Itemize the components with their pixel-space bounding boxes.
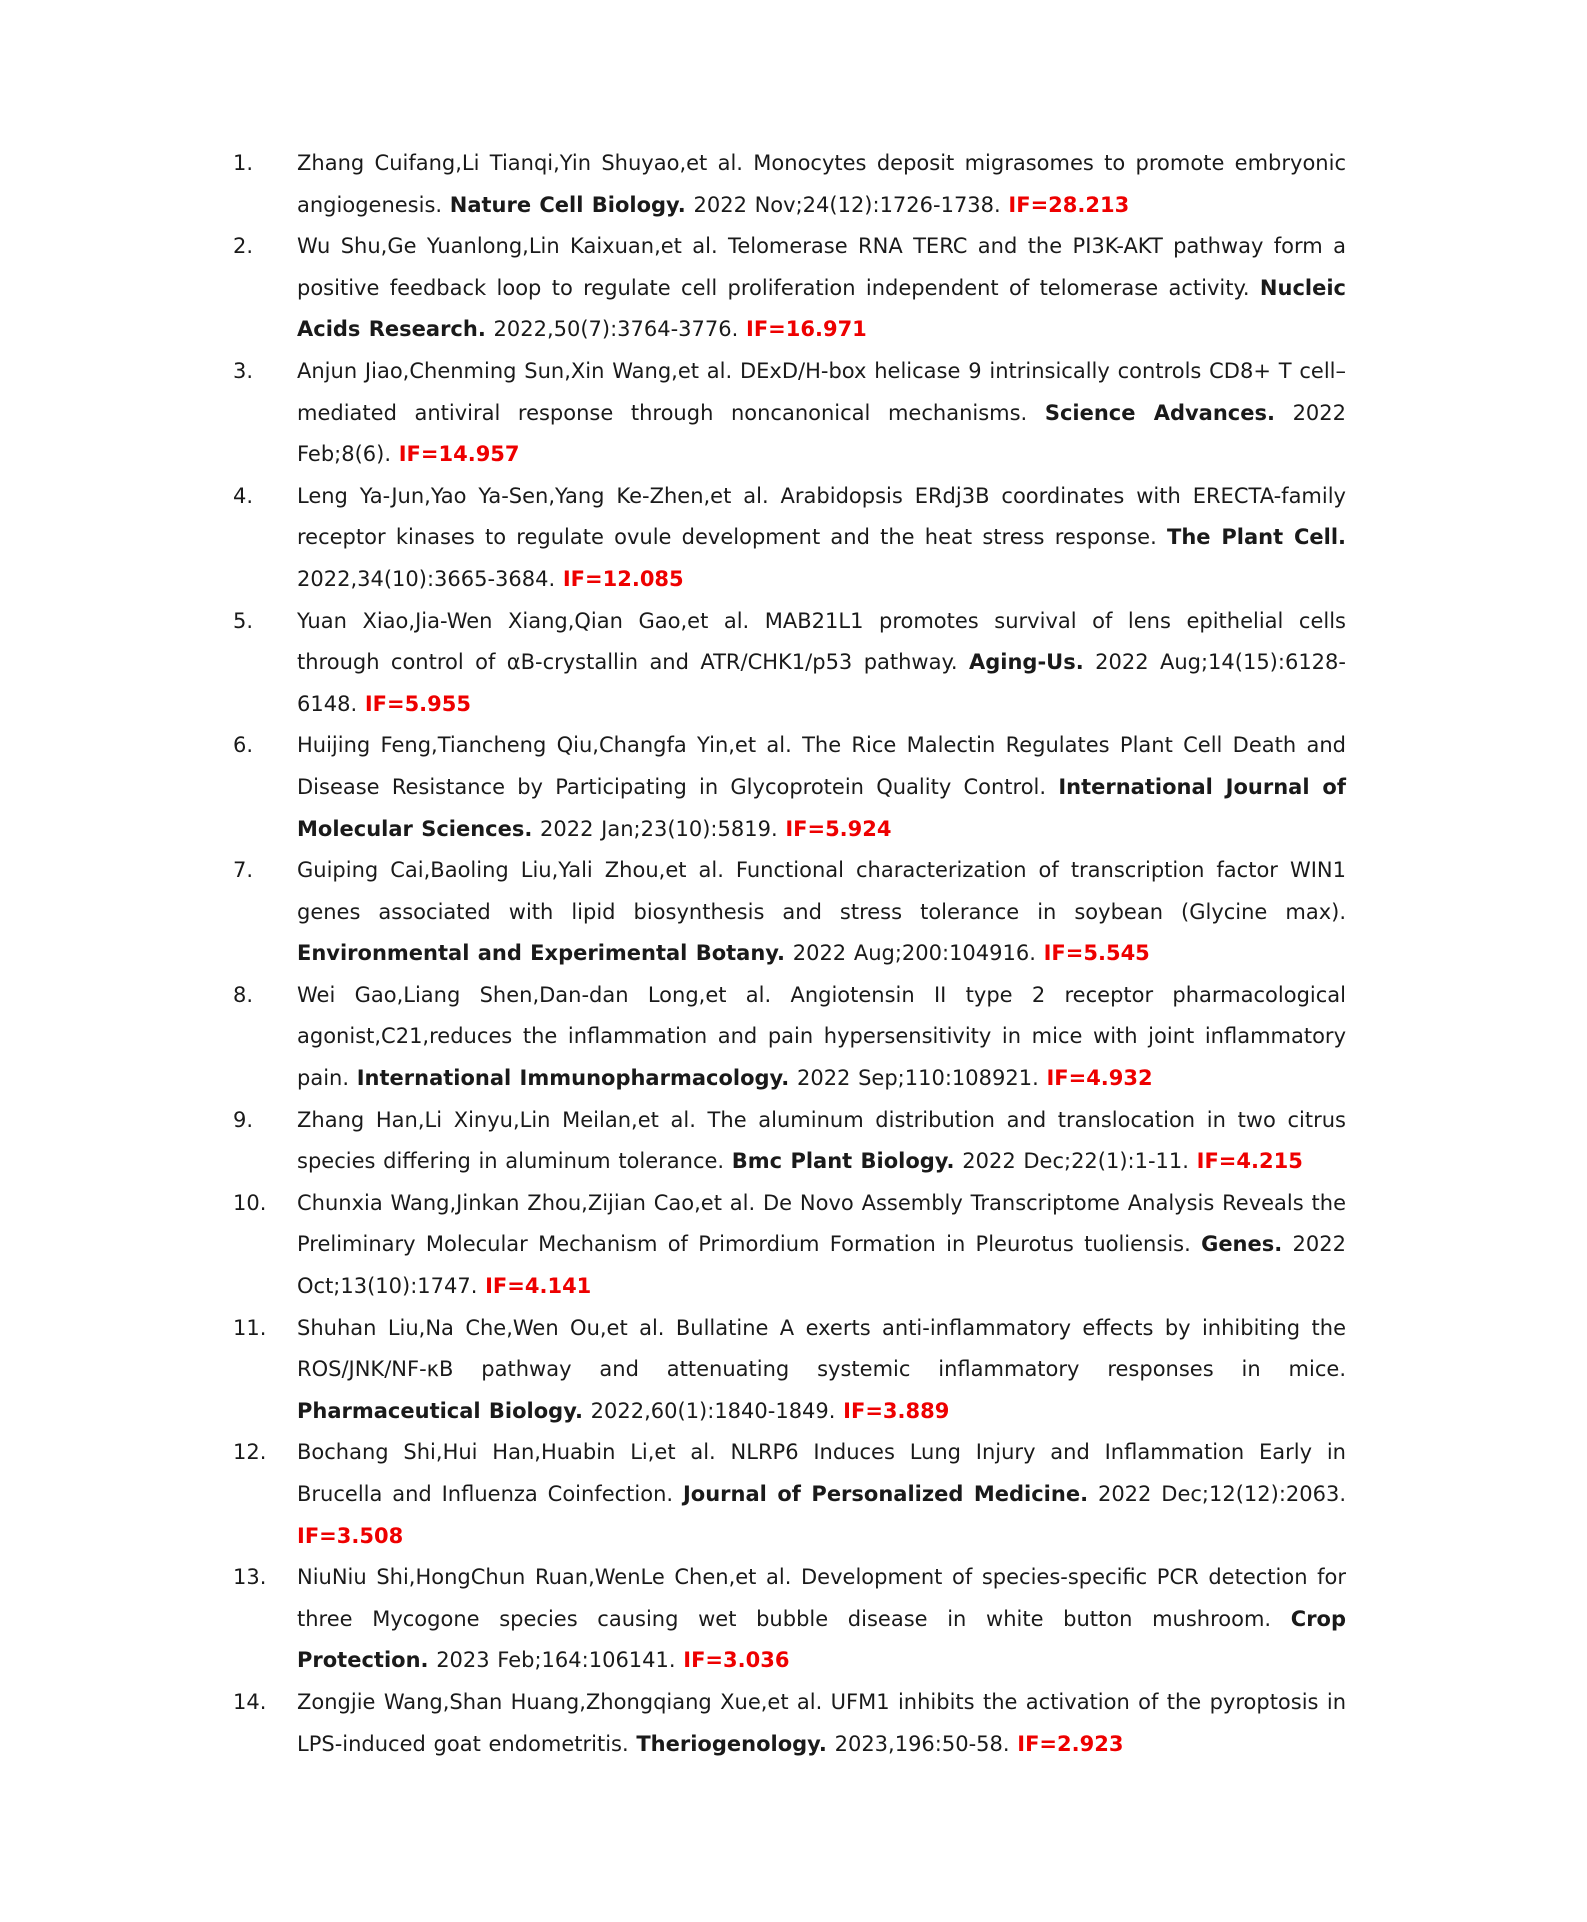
impact-factor: IF=14.957 <box>398 442 520 467</box>
reference-text <box>297 1183 1346 1308</box>
reference-number: 14. <box>233 1689 267 1714</box>
reference-text <box>297 1682 1346 1765</box>
reference-number: 8. <box>233 982 254 1007</box>
reference-citation: 2022 Sep;110:108921. <box>796 1066 1039 1091</box>
reference-item <box>233 850 1346 975</box>
journal-name: Journal of Personalized Medicine. <box>682 1482 1089 1506</box>
reference-citation: 2022 Aug;14(15):6128-6148. <box>297 650 1346 716</box>
reference-citation: 2022 Nov;24(12):1726-1738. <box>693 192 1001 217</box>
impact-factor: IF=4.141 <box>485 1274 592 1299</box>
reference-number: 7. <box>233 858 254 883</box>
reference-item <box>233 1100 1346 1183</box>
reference-item <box>233 143 1346 226</box>
reference-number: 2. <box>233 234 254 259</box>
reference-text <box>297 725 1346 850</box>
reference-number: 10. <box>233 1190 267 1215</box>
journal-name: Nucleic Acids Research. <box>297 275 1346 342</box>
reference-item <box>233 975 1346 1100</box>
impact-factor: IF=4.932 <box>1046 1066 1153 1091</box>
impact-factor: IF=5.955 <box>364 691 471 716</box>
reference-citation: 2022 Dec;12(12):2063. <box>1097 1482 1347 1506</box>
impact-factor: IF=5.924 <box>785 816 892 841</box>
reference-number: 9. <box>233 1107 254 1132</box>
reference-text <box>297 476 1346 601</box>
reference-authors-title: Zhang Han,Li Xinyu,Lin Meilan,et al. The aluminum distribution and translocation in two citrus species differing in aluminum tolerance. <box>297 1107 1346 1174</box>
reference-text <box>297 226 1346 351</box>
journal-name: Aging-Us. <box>969 650 1084 675</box>
impact-factor: IF=5.545 <box>1043 941 1150 966</box>
reference-item <box>233 226 1346 351</box>
reference-item <box>233 1183 1346 1308</box>
reference-citation: 2022 Feb;8(6). <box>297 400 1347 467</box>
reference-text <box>297 1308 1346 1433</box>
reference-authors-title: Guiping Cai,Baoling Liu,Yali Zhou,et al. Functional characterization of transcription factor WIN1 genes associated with lipid biosynthesis and stress tolerance in soybean (Glycine max). <box>297 858 1346 924</box>
reference-number: 5. <box>233 608 254 633</box>
journal-name: International Immunopharmacology. <box>356 1066 790 1091</box>
reference-item <box>233 1432 1346 1557</box>
reference-item <box>233 351 1346 476</box>
reference-authors-title: Chunxia Wang,Jinkan Zhou,Zijian Cao,et al. De Novo Assembly Transcriptome Analysis Reveals the Preliminary Molecular Mechanism of Primordium Formation in Pleurotus tuoliensis. <box>297 1190 1346 1257</box>
journal-name: Nature Cell Biology. <box>449 192 686 217</box>
journal-name: The Plant Cell. <box>1167 525 1346 550</box>
reference-text <box>297 351 1346 476</box>
reference-citation: 2022,34(10):3665-3684. <box>297 566 556 591</box>
journal-name: Genes. <box>1201 1232 1283 1257</box>
reference-item <box>233 476 1346 601</box>
reference-list <box>233 143 1346 1765</box>
reference-authors-title: Zhang Cuifang,Li Tianqi,Yin Shuyao,et al. Monocytes deposit migrasomes to promote embryonic angiogenesis. <box>297 151 1346 217</box>
reference-authors-title: Wu Shu,Ge Yuanlong,Lin Kaixuan,et al. Telomerase RNA TERC and the PI3K-AKT pathway form a positive feedback loop to regulate cell proliferation independent of telomerase activity. <box>297 234 1346 300</box>
reference-citation: 2023,196:50-58. <box>834 1731 1010 1756</box>
reference-text <box>297 1557 1346 1682</box>
reference-citation: 2022,50(7):3764-3776. <box>493 317 739 342</box>
journal-name: International Journal of Molecular Sciences. <box>297 774 1346 841</box>
reference-text <box>297 975 1346 1100</box>
reference-authors-title: Shuhan Liu,Na Che,Wen Ou,et al. Bullatine A exerts anti-inflammatory effects by inhibiting the ROS/JNK/NF-κB pathway and attenuating systemic inflammatory responses in mice. <box>297 1315 1346 1382</box>
reference-citation: 2022 Oct;13(10):1747. <box>297 1232 1346 1299</box>
impact-factor: IF=16.971 <box>746 317 867 342</box>
reference-authors-title: Yuan Xiao,Jia-Wen Xiang,Qian Gao,et al. MAB21L1 promotes survival of lens epithelial cells through control of αB-crystallin and ATR/CHK1/p53 pathway. <box>297 608 1346 675</box>
reference-item <box>233 601 1346 726</box>
impact-factor: IF=3.508 <box>297 1523 404 1548</box>
journal-name: Crop Protection. <box>297 1606 1347 1673</box>
reference-item <box>233 1682 1346 1765</box>
reference-number: 1. <box>233 151 254 175</box>
impact-factor: IF=4.215 <box>1196 1149 1303 1174</box>
reference-citation: 2022,60(1):1840-1849. <box>590 1398 836 1423</box>
reference-authors-title: Zongjie Wang,Shan Huang,Zhongqiang Xue,et al. UFM1 inhibits the activation of the pyroptosis in LPS-induced goat endometritis. <box>297 1689 1346 1756</box>
reference-number: 4. <box>233 483 254 508</box>
reference-item <box>233 725 1346 850</box>
reference-number: 12. <box>233 1440 267 1465</box>
reference-authors-title: Leng Ya-Jun,Yao Ya-Sen,Yang Ke-Zhen,et al. Arabidopsis ERdj3B coordinates with ERECTA-family receptor kinases to regulate ovule development and the heat stress response. <box>297 483 1346 550</box>
reference-citation: 2022 Aug;200:104916. <box>792 941 1036 966</box>
impact-factor: IF=12.085 <box>562 566 684 591</box>
reference-citation: 2022 Jan;23(10):5819. <box>540 816 778 841</box>
journal-name: Theriogenology. <box>636 1731 827 1756</box>
reference-item <box>233 1308 1346 1433</box>
reference-number: 6. <box>233 733 254 758</box>
reference-text <box>297 1432 1346 1557</box>
reference-text <box>297 850 1346 975</box>
reference-authors-title: Huijing Feng,Tiancheng Qiu,Changfa Yin,et al. The Rice Malectin Regulates Plant Cell Death and Disease Resistance by Participating in Glycoprotein Quality Control. <box>297 733 1346 799</box>
reference-number: 13. <box>233 1565 267 1590</box>
reference-authors-title: Anjun Jiao,Chenming Sun,Xin Wang,et al. DExD/H-box helicase 9 intrinsically controls CD8+ T cell–mediated antiviral response through noncanonical mechanisms. <box>297 358 1346 425</box>
impact-factor: IF=28.213 <box>1008 192 1130 217</box>
reference-authors-title: Wei Gao,Liang Shen,Dan-dan Long,et al. Angiotensin II type 2 receptor pharmacological agonist,C21,reduces the inflammation and pain hypersensitivity in mice with joint inflammatory pain. <box>297 982 1346 1091</box>
reference-authors-title: NiuNiu Shi,HongChun Ruan,WenLe Chen,et al. Development of species-specific PCR detection for three Mycogone species causing wet bubble disease in white button mushroom. <box>297 1565 1346 1631</box>
reference-text <box>297 143 1346 226</box>
impact-factor: IF=3.036 <box>683 1648 790 1673</box>
journal-name: Environmental and Experimental Botany. <box>297 941 786 966</box>
reference-text <box>297 601 1346 726</box>
reference-citation: 2023 Feb;164:106141. <box>436 1648 676 1673</box>
impact-factor: IF=3.889 <box>843 1398 950 1423</box>
journal-name: Pharmaceutical Biology. <box>297 1398 583 1423</box>
reference-text <box>297 1100 1346 1183</box>
reference-item <box>233 1557 1346 1682</box>
journal-name: Science Advances. <box>1044 400 1275 425</box>
reference-citation: 2022 Dec;22(1):1-11. <box>962 1149 1189 1174</box>
journal-name: Bmc Plant Biology. <box>731 1149 955 1174</box>
reference-authors-title: Bochang Shi,Hui Han,Huabin Li,et al. NLRP6 Induces Lung Injury and Inflammation Early in Brucella and Influenza Coinfection. <box>297 1440 1346 1506</box>
reference-number: 11. <box>233 1315 267 1340</box>
impact-factor: IF=2.923 <box>1017 1731 1124 1756</box>
reference-number: 3. <box>233 358 254 383</box>
